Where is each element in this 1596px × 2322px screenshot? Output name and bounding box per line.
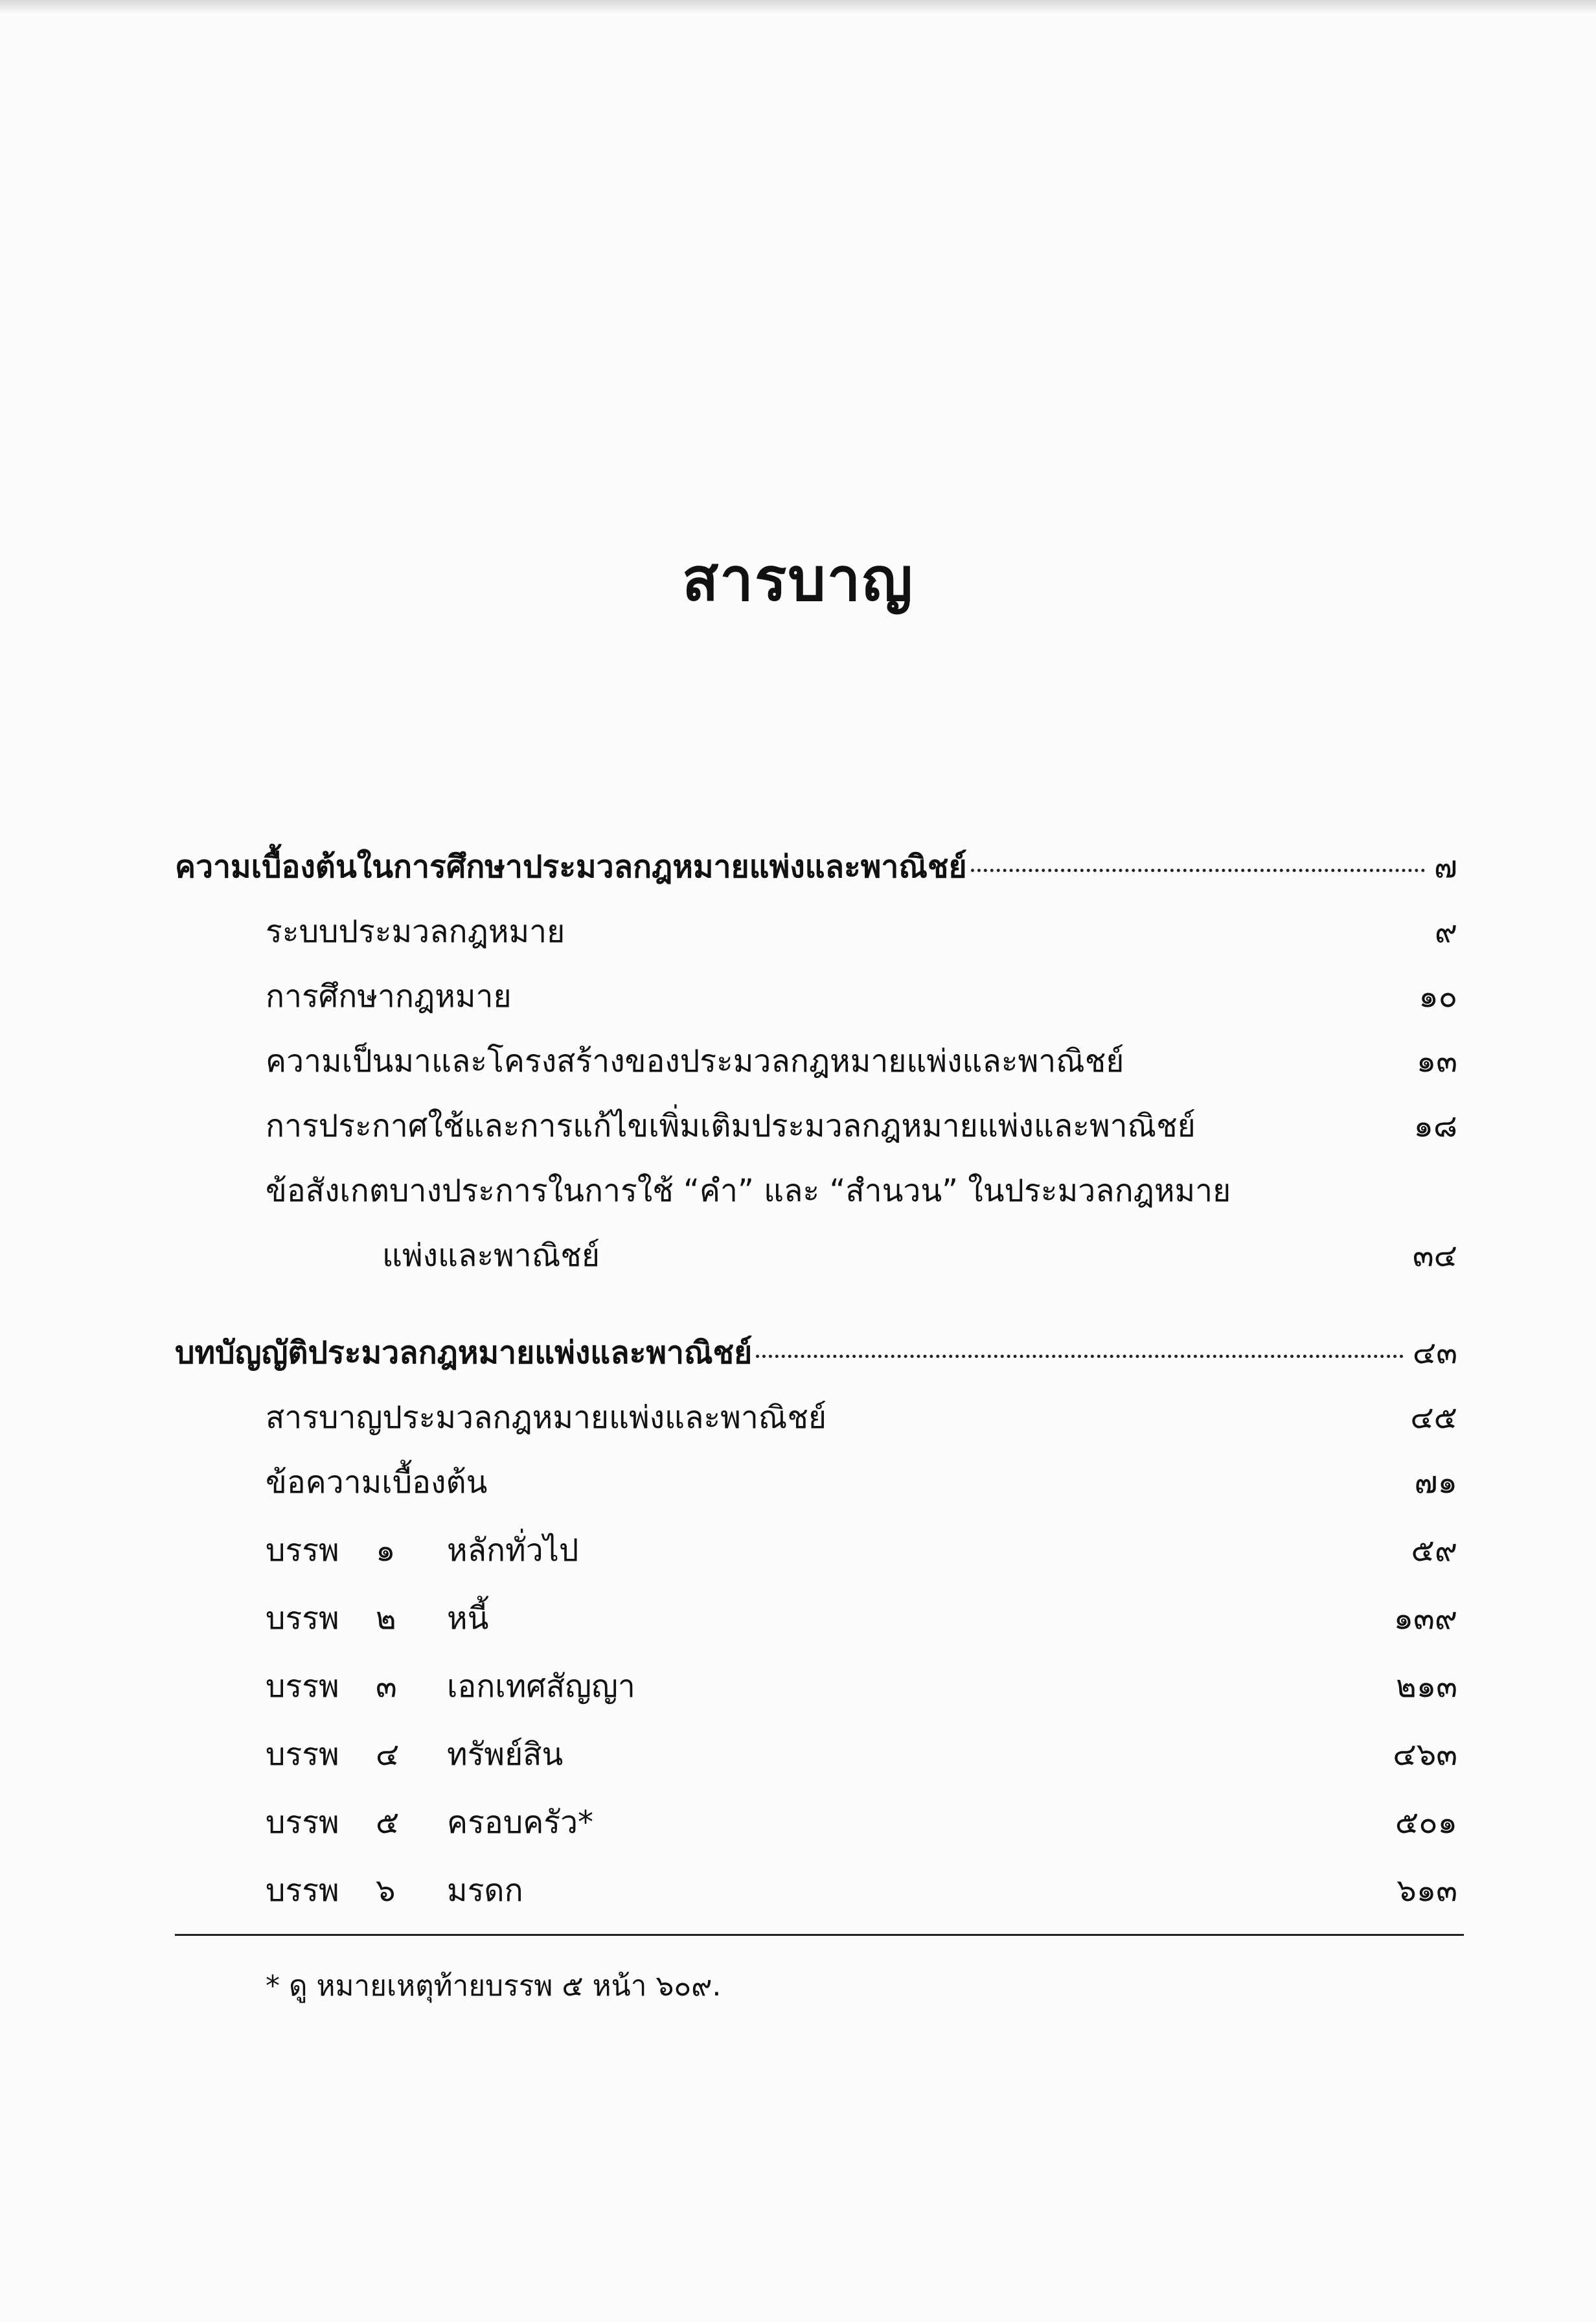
toc-entry[interactable]: [175, 1037, 1457, 1095]
toc-page-number: ๑๓: [1416, 1043, 1457, 1079]
book-number: ๔: [376, 1736, 400, 1773]
toc-entry[interactable]: [175, 907, 1457, 965]
book-word: บรรพ: [266, 1804, 339, 1841]
page-title: สารบาญ: [682, 545, 914, 614]
toc-entry-label: สารบาญประมวลกฎหมายแพ่งและพาณิชย์: [266, 1399, 827, 1436]
toc-entry[interactable]: [175, 1166, 1457, 1224]
toc-section-provisions[interactable]: [175, 1328, 1457, 1386]
book-number: ๒: [376, 1600, 396, 1637]
toc-entry[interactable]: [175, 1393, 1457, 1451]
toc-book-label: [175, 1662, 635, 1711]
toc-book-entry[interactable]: [175, 1662, 1457, 1720]
book-name: ทรัพย์สิน: [447, 1736, 564, 1773]
toc-entry[interactable]: [175, 1101, 1457, 1160]
toc-book-label: [175, 1730, 563, 1779]
book-name: หนี้: [447, 1600, 489, 1637]
book-word: บรรพ: [266, 1872, 339, 1909]
toc-entry-label: ข้อสังเกตบางประการในการใช้ “คำ” และ “สำนวน” ในประมวลกฎหมาย: [266, 1173, 1231, 1209]
toc-page-number: ๔๖๓: [1393, 1736, 1457, 1773]
toc-page-number: ๔๓: [1412, 1335, 1457, 1371]
toc-book-entry[interactable]: [175, 1730, 1457, 1788]
footnote: * ดู หมายเหตุท้ายบรรพ ๕ หน้า ๖๐๙.: [266, 1970, 722, 2003]
book-number: ๕: [376, 1804, 400, 1841]
dot-leader: [971, 869, 1425, 872]
toc-book-entry[interactable]: [175, 1866, 1457, 1924]
toc-entry[interactable]: [175, 1458, 1457, 1516]
toc-page-number: ๗: [1433, 849, 1457, 885]
toc-section-introduction[interactable]: [175, 842, 1457, 901]
book-number: ๑: [376, 1532, 396, 1569]
toc-entry[interactable]: [175, 972, 1457, 1030]
toc-page-number: ๔๕: [1410, 1399, 1457, 1436]
toc-book-label: [175, 1526, 578, 1575]
toc-page-number: ๗๑: [1414, 1464, 1457, 1500]
book-number: ๓: [376, 1668, 397, 1705]
toc-entry-label: ความเป็นมาและโครงสร้างของประมวลกฎหมายแพ่งและพาณิชย์: [266, 1043, 1124, 1079]
toc-page-number: ๕๐๑: [1395, 1804, 1457, 1841]
toc-book-label: [175, 1798, 593, 1847]
toc-page-number: ๕๙: [1411, 1532, 1457, 1569]
dot-leader: [756, 1355, 1404, 1358]
toc-entry-continuation[interactable]: [175, 1231, 1457, 1289]
book-name: ครอบครัว*: [447, 1804, 594, 1841]
toc-page-number: ๙: [1434, 914, 1457, 950]
toc-entry-label: ระบบประมวลกฎหมาย: [266, 914, 565, 950]
book-word: บรรพ: [266, 1736, 339, 1773]
toc-book-label: [175, 1866, 523, 1915]
book-name: เอกเทศสัญญา: [447, 1668, 635, 1705]
footnote-divider: [175, 1934, 1464, 1936]
book-word: บรรพ: [266, 1532, 339, 1569]
toc-page-number: ๓๔: [1412, 1237, 1457, 1274]
toc-page-number: ๑๘: [1413, 1108, 1457, 1144]
book-word: บรรพ: [266, 1600, 339, 1637]
toc-page-number: ๒๑๓: [1396, 1668, 1457, 1705]
toc-page-number: ๑๓๙: [1393, 1600, 1457, 1637]
toc-entry-label: ข้อความเบื้องต้น: [266, 1464, 488, 1500]
book-name: หลักทั่วไป: [447, 1532, 579, 1569]
book-word: บรรพ: [266, 1668, 339, 1705]
toc-section-label: บทบัญญัติประมวลกฎหมายแพ่งและพาณิชย์: [175, 1335, 753, 1371]
scan-edge-shadow: [0, 0, 1596, 14]
toc-page-number: ๖๑๓: [1396, 1872, 1457, 1909]
toc-book-entry[interactable]: [175, 1594, 1457, 1652]
toc-entry-label: แพ่งและพาณิชย์: [382, 1237, 600, 1274]
toc-book-entry[interactable]: [175, 1526, 1457, 1584]
toc-book-label: [175, 1594, 488, 1643]
book-name: มรดก: [447, 1872, 523, 1909]
toc-page-number: ๑๐: [1419, 978, 1457, 1015]
toc-section-label: ความเบื้องต้นในการศึกษาประมวลกฎหมายแพ่งและพาณิชย์: [175, 849, 967, 885]
toc-book-entry[interactable]: [175, 1798, 1457, 1856]
toc-entry-label: การศึกษากฎหมาย: [266, 978, 512, 1015]
book-number: ๖: [376, 1872, 396, 1909]
toc-entry-label: การประกาศใช้และการแก้ไขเพิ่มเติมประมวลกฎหมายแพ่งและพาณิชย์: [266, 1108, 1196, 1144]
